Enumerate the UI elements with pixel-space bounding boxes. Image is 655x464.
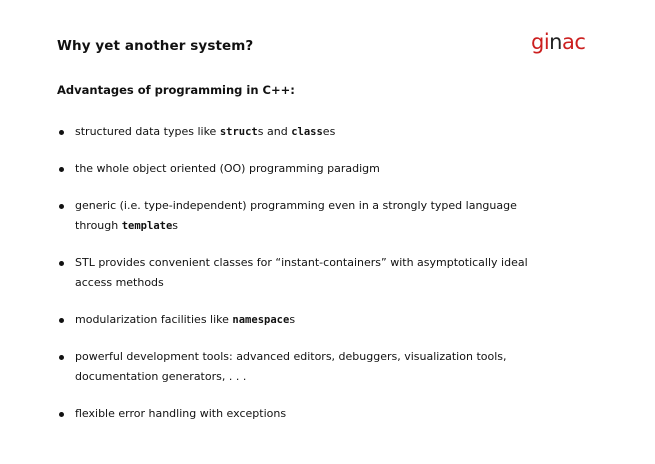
bullet-item-tools (57, 347, 617, 387)
code-namespace: namespace (232, 314, 290, 326)
bullet-text: structured data types like (75, 125, 220, 138)
bullet-text: s and (257, 125, 292, 138)
code-struct: struct (219, 126, 258, 138)
bullet-dot-icon (59, 318, 64, 323)
bullet-text: flexible error handling with exceptions (75, 407, 287, 420)
bullet-text-line2: access methods (75, 276, 164, 289)
bullet-list (57, 122, 617, 441)
slide-subtitle: Advantages of programming in C++: (57, 83, 295, 97)
slide-title: Why yet another system? (57, 38, 254, 54)
code-class: class (291, 126, 323, 138)
bullet-item-structs (57, 122, 617, 142)
bullet-text: modularization facilities like (75, 313, 233, 326)
bullet-item-stl (57, 253, 617, 293)
bullet-item-oo (57, 159, 617, 179)
logo-part-2: n (549, 30, 562, 54)
bullet-dot-icon (59, 130, 64, 135)
bullet-text: s (172, 219, 179, 232)
bullet-text: through (75, 219, 122, 232)
bullet-text-line2: documentation generators, . . . (75, 370, 247, 383)
bullet-text-line1: powerful development tools: advanced editors, debuggers, visualization tools, (75, 350, 507, 363)
bullet-dot-icon (59, 261, 64, 266)
bullet-dot-icon (59, 204, 64, 209)
ginac-logo (531, 30, 585, 54)
bullet-text-line1: STL provides convenient classes for “instant-containers” with asymptotically ideal (75, 256, 528, 269)
bullet-item-namespaces (57, 310, 617, 330)
bullet-text: es (322, 125, 336, 138)
logo-part-3: ac (561, 30, 586, 54)
bullet-text: s (289, 313, 296, 326)
bullet-dot-icon (59, 412, 64, 417)
bullet-text-line1: generic (i.e. type-independent) programming even in a strongly typed language (75, 199, 517, 212)
bullet-dot-icon (59, 167, 64, 172)
bullet-item-generic (57, 196, 617, 236)
logo-part-1: gi (531, 30, 550, 54)
bullet-item-exceptions (57, 404, 617, 424)
code-template: template (121, 220, 173, 232)
bullet-dot-icon (59, 355, 64, 360)
bullet-text: the whole object oriented (OO) programming paradigm (75, 162, 380, 175)
